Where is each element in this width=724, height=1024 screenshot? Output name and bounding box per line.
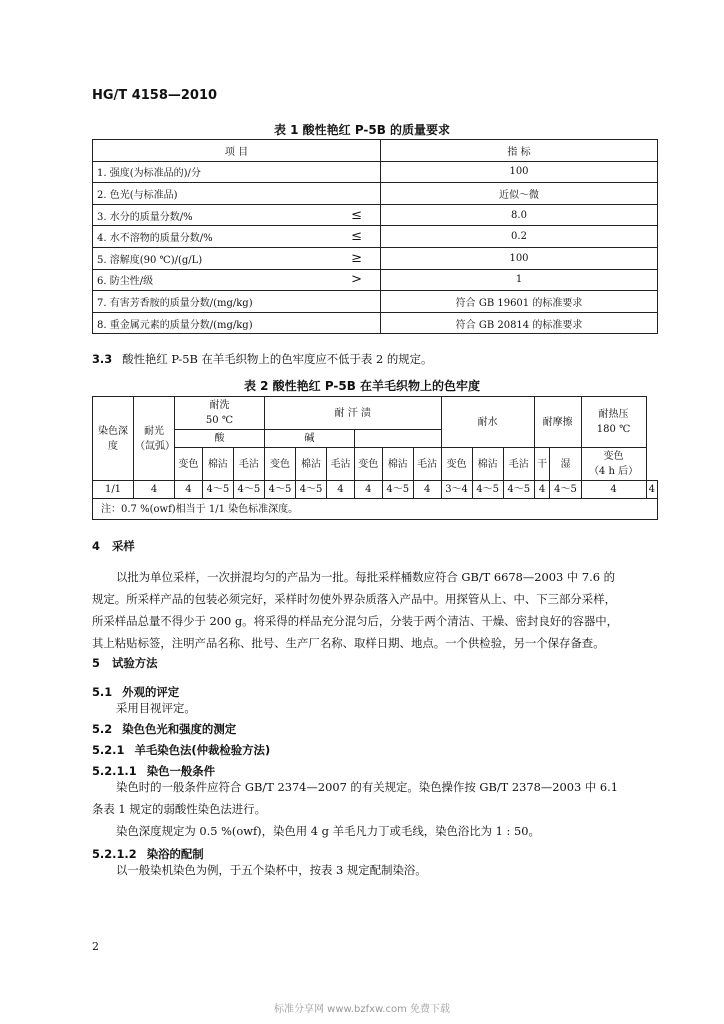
table-row bbox=[93, 204, 658, 226]
row-value: 0.2 bbox=[381, 226, 658, 248]
row-symbol bbox=[338, 291, 381, 313]
section-title: 羊毛染色法(仲裁检验方法) bbox=[134, 743, 271, 757]
row-label: 6. 防尘性/级 bbox=[93, 269, 339, 291]
cell: 4～5 bbox=[472, 481, 503, 499]
row-symbol: ≤ bbox=[338, 226, 381, 248]
table-row bbox=[93, 312, 658, 334]
row-symbol: > bbox=[338, 269, 381, 291]
table-row bbox=[93, 226, 658, 248]
section-title: 染浴的配制 bbox=[146, 847, 204, 861]
h-dry: 干 bbox=[534, 448, 550, 481]
clause-text: 酸性艳红 P-5B 在羊毛织物上的色牢度应不低于表 2 的规定。 bbox=[122, 352, 433, 366]
cell: 4～5 bbox=[296, 481, 327, 499]
h-change: 变色 bbox=[354, 448, 382, 481]
header-dye-depth: 染色深度 bbox=[93, 397, 134, 481]
cell: 3～4 bbox=[441, 481, 472, 499]
row-value: 符合 GB 20814 的标准要求 bbox=[381, 312, 658, 334]
section-title: 染色色光和强度的测定 bbox=[122, 722, 237, 736]
page-number: 2 bbox=[92, 940, 99, 953]
row-symbol bbox=[338, 183, 381, 205]
row-value: 符合 GB 19601 的标准要求 bbox=[381, 291, 658, 313]
header-washing bbox=[175, 397, 265, 430]
section-5-2-heading bbox=[92, 721, 236, 737]
cell: 4 bbox=[354, 481, 382, 499]
row-label: 1. 强度(为标准品的)/分 bbox=[93, 161, 339, 183]
header-item: 项 目 bbox=[93, 140, 381, 162]
paragraph-line: 所采样品总量不得少于 200 g。将采得的样品充分混匀后，分装于两个清洁、干燥、密封良好的容器中， bbox=[92, 614, 619, 628]
row-symbol: ≥ bbox=[338, 247, 381, 269]
heat-change-time: （4 h 后） bbox=[588, 466, 639, 477]
row-value: 100 bbox=[381, 247, 658, 269]
washing-temp: 50 ℃ bbox=[205, 415, 234, 426]
header-perspiration: 耐 汗 渍 bbox=[264, 397, 441, 430]
row-label: 7. 有害芳香胺的质量分数/(mg/kg) bbox=[93, 291, 339, 313]
section-4-body bbox=[92, 566, 618, 654]
row-value: 8.0 bbox=[381, 204, 658, 226]
washing-label: 耐洗 bbox=[209, 400, 230, 411]
h-stain-wool: 毛沾 bbox=[413, 448, 441, 481]
clause-number: 3.3 bbox=[92, 352, 113, 366]
section-5-2-1-2-text: 以一般染机染色为例，于五个染杯中，按表 3 规定配制染浴。 bbox=[116, 863, 427, 877]
table-note: 注：0.7 %(owf)相当于 1/1 染色标准深度。 bbox=[93, 499, 658, 520]
h-change: 变色 bbox=[175, 448, 203, 481]
table-header-row bbox=[93, 397, 658, 430]
header-alkali: 碱 bbox=[264, 430, 354, 448]
table-row bbox=[93, 161, 658, 183]
row-label: 8. 重金属元素的质量分数/(mg/kg) bbox=[93, 312, 339, 334]
header-light: 耐光（氙弧） bbox=[134, 397, 175, 481]
row-value: 近似～微 bbox=[381, 183, 658, 205]
section-5-2-1-heading bbox=[92, 742, 270, 758]
table-header-row bbox=[93, 448, 658, 481]
cell: 4 bbox=[327, 481, 355, 499]
cell: 4～5 bbox=[264, 481, 295, 499]
h-wet: 湿 bbox=[550, 448, 581, 481]
cell: 4 bbox=[646, 481, 657, 499]
heat-change-label: 变色 bbox=[603, 451, 624, 462]
section-5-1-text: 采用目视评定。 bbox=[116, 701, 196, 715]
section-number: 5.2.1 bbox=[92, 743, 125, 757]
table-row bbox=[93, 481, 658, 499]
section-title: 试验方法 bbox=[111, 656, 158, 670]
header-acid: 酸 bbox=[175, 430, 265, 448]
section-number: 5.2.1.1 bbox=[92, 764, 137, 778]
row-value: 1 bbox=[381, 269, 658, 291]
cell: 4～5 bbox=[503, 481, 534, 499]
cell: 1/1 bbox=[93, 481, 134, 499]
paragraph-line: 条表 1 规定的弱酸性染色法进行。 bbox=[92, 802, 266, 816]
cell: 4 bbox=[581, 481, 646, 499]
header-hot-pressing bbox=[581, 397, 646, 448]
section-title: 外观的评定 bbox=[122, 685, 180, 699]
paragraph-line: 其上粘贴标签，注明产品名称、批号、生产厂名称、取样日期、地点。一个供检验，另一个保存备查。 bbox=[92, 636, 605, 650]
section-5-2-1-1-body bbox=[92, 776, 618, 842]
hot-pressing-label: 耐热压 bbox=[598, 409, 629, 420]
cell: 4～5 bbox=[382, 481, 413, 499]
h-stain-wool: 毛沾 bbox=[503, 448, 534, 481]
h-stain-cotton: 棉沾 bbox=[202, 448, 233, 481]
paragraph-line: 染色深度规定为 0.5 %(owf)，染色用 4 g 羊毛凡力丁或毛线，染色浴比为 1 : 50。 bbox=[116, 824, 540, 838]
table1-caption: 表 1 酸性艳红 P-5B 的质量要求 bbox=[273, 123, 451, 137]
table-note-row bbox=[93, 499, 658, 520]
paragraph-line: 以批为单位采样，一次拼混均匀的产品为一批。每批采样桶数应符合 GB/T 6678—2003 中 7.6 的 bbox=[116, 570, 615, 584]
h-stain-cotton: 棉沾 bbox=[472, 448, 503, 481]
table-header-row bbox=[93, 140, 658, 162]
section-number: 5.2 bbox=[92, 722, 113, 736]
cell: 4 bbox=[175, 481, 203, 499]
table-row bbox=[93, 247, 658, 269]
row-label: 2. 色光(与标准品) bbox=[93, 183, 339, 205]
table-row bbox=[93, 291, 658, 313]
table-row bbox=[93, 269, 658, 291]
h-change: 变色 bbox=[264, 448, 295, 481]
row-label: 3. 水分的质量分数/% bbox=[93, 204, 339, 226]
table2-caption: 表 2 酸性艳红 P-5B 在羊毛织物上的色牢度 bbox=[243, 379, 481, 393]
clause-3-3 bbox=[92, 348, 432, 370]
section-4-heading bbox=[92, 538, 135, 554]
color-fastness-table bbox=[92, 396, 658, 520]
paragraph-line: 规定。所采样产品的包装必须完好，采样时勿使外界杂质落入产品中。用探管从上、中、下三部分采样， bbox=[92, 592, 616, 606]
cell: 4～5 bbox=[233, 481, 264, 499]
paragraph-line: 染色时的一般条件应符合 GB/T 2374—2007 的有关规定。染色操作按 GB/T 2378—2003 中 6.1 bbox=[116, 780, 618, 794]
footer-watermark: 标准分享网 www.bzfxw.com 免费下载 bbox=[274, 1004, 450, 1015]
row-label: 5. 溶解度(90 ℃)/(g/L) bbox=[93, 247, 339, 269]
header-spec: 指 标 bbox=[381, 140, 658, 162]
quality-requirements-table bbox=[92, 139, 658, 334]
cell: 4～5 bbox=[202, 481, 233, 499]
header-water: 耐水 bbox=[441, 397, 534, 448]
row-symbol bbox=[338, 312, 381, 334]
table-row bbox=[93, 183, 658, 205]
cell: 4 bbox=[413, 481, 441, 499]
section-title: 染色一般条件 bbox=[146, 764, 216, 778]
section-5-heading bbox=[92, 655, 158, 671]
row-label: 4. 水不溶物的质量分数/% bbox=[93, 226, 339, 248]
section-number: 5 bbox=[92, 656, 100, 670]
section-title: 采样 bbox=[111, 539, 135, 553]
section-number: 5.1 bbox=[92, 685, 113, 699]
row-symbol: ≤ bbox=[338, 204, 381, 226]
cell: 4 bbox=[534, 481, 550, 499]
h-stain-wool: 毛沾 bbox=[327, 448, 355, 481]
row-value: 100 bbox=[381, 161, 658, 183]
header-rubbing: 耐摩擦 bbox=[534, 397, 581, 448]
section-number: 4 bbox=[92, 539, 100, 553]
section-number: 5.2.1.2 bbox=[92, 847, 137, 861]
h-change: 变色 bbox=[441, 448, 472, 481]
h-stain-cotton: 棉沾 bbox=[382, 448, 413, 481]
h-stain-cotton: 棉沾 bbox=[296, 448, 327, 481]
cell: 4～5 bbox=[550, 481, 581, 499]
cell: 4 bbox=[134, 481, 175, 499]
hot-pressing-temp: 180 ℃ bbox=[596, 424, 631, 435]
h-stain-wool: 毛沾 bbox=[233, 448, 264, 481]
row-symbol bbox=[338, 161, 381, 183]
h-heat-change bbox=[581, 448, 646, 481]
document-id: HG/T 4158—2010 bbox=[92, 88, 218, 103]
